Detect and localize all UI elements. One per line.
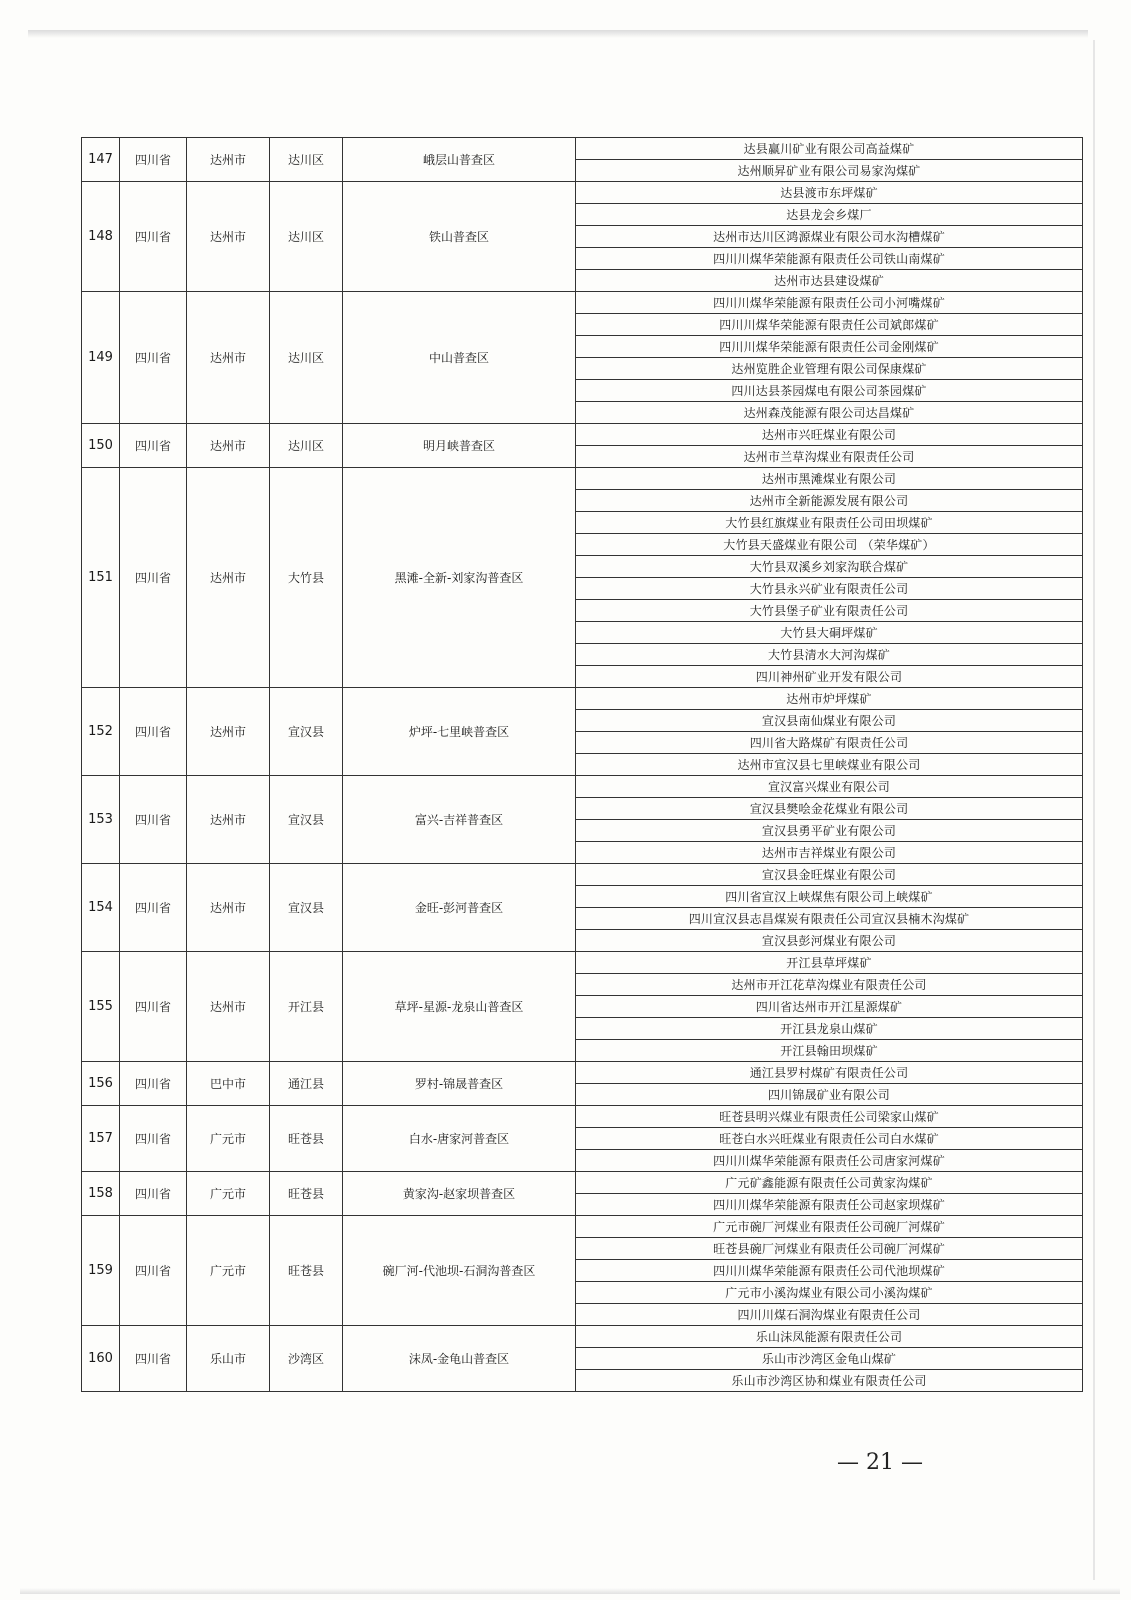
province-cell: 四川省: [120, 1172, 187, 1216]
survey-area-cell: 沫凤-金龟山普查区: [343, 1326, 576, 1392]
mine-name-cell: 达州市达县建设煤矿: [576, 270, 1083, 292]
table-row: [82, 776, 1083, 798]
county-cell: 大竹县: [270, 468, 343, 688]
survey-area-cell: 草坪-星源-龙泉山普查区: [343, 952, 576, 1062]
mine-name-cell: 达州市兴旺煤业有限公司: [576, 424, 1083, 446]
survey-area-cell: 铁山普查区: [343, 182, 576, 292]
row-number-cell: 160: [82, 1326, 120, 1392]
county-cell: 达川区: [270, 182, 343, 292]
scan-edge-top: [28, 30, 1088, 38]
province-cell: 四川省: [120, 776, 187, 864]
survey-area-cell: 黑滩-全新-刘家沟普查区: [343, 468, 576, 688]
table-row: [82, 1216, 1083, 1238]
table-row: [82, 864, 1083, 886]
mine-name-cell: 四川省宣汉上峡煤焦有限公司上峡煤矿: [576, 886, 1083, 908]
mine-name-cell: 达州市黑滩煤业有限公司: [576, 468, 1083, 490]
row-number-cell: 156: [82, 1062, 120, 1106]
table-row: [82, 1326, 1083, 1348]
mine-name-cell: 大竹县永兴矿业有限责任公司: [576, 578, 1083, 600]
mine-name-cell: 宣汉县南仙煤业有限公司: [576, 710, 1083, 732]
mine-name-cell: 开江县草坪煤矿: [576, 952, 1083, 974]
city-cell: 达州市: [187, 138, 270, 182]
scan-edge-right: [1093, 40, 1095, 1580]
county-cell: 宣汉县: [270, 688, 343, 776]
mine-name-cell: 达县渡市东坪煤矿: [576, 182, 1083, 204]
county-cell: 沙湾区: [270, 1326, 343, 1392]
county-cell: 宣汉县: [270, 864, 343, 952]
mine-name-cell: 四川省达州市开江星源煤矿: [576, 996, 1083, 1018]
city-cell: 广元市: [187, 1106, 270, 1172]
county-cell: 开江县: [270, 952, 343, 1062]
province-cell: 四川省: [120, 1062, 187, 1106]
province-cell: 四川省: [120, 182, 187, 292]
mine-name-cell: 宣汉县金旺煤业有限公司: [576, 864, 1083, 886]
row-number-cell: 155: [82, 952, 120, 1062]
row-number-cell: 148: [82, 182, 120, 292]
mine-name-cell: 达州顺昇矿业有限公司易家沟煤矿: [576, 160, 1083, 182]
mine-name-cell: 四川省大路煤矿有限责任公司: [576, 732, 1083, 754]
mine-name-cell: 达县龙会乡煤厂: [576, 204, 1083, 226]
mine-name-cell: 四川锦晟矿业有限公司: [576, 1084, 1083, 1106]
table-row: [82, 1172, 1083, 1194]
survey-area-cell: 罗村-锦晟普查区: [343, 1062, 576, 1106]
scan-edge-bottom: [20, 1588, 1120, 1594]
table-body: [82, 138, 1083, 1392]
mine-name-cell: 达县赢川矿业有限公司高益煤矿: [576, 138, 1083, 160]
row-number-cell: 154: [82, 864, 120, 952]
row-number-cell: 159: [82, 1216, 120, 1326]
table-row: [82, 292, 1083, 314]
mine-name-cell: 乐山市沙湾区金龟山煤矿: [576, 1348, 1083, 1370]
page-number: — 21 —: [837, 1450, 923, 1475]
mine-name-cell: 广元矿鑫能源有限责任公司黄家沟煤矿: [576, 1172, 1083, 1194]
table-row: [82, 138, 1083, 160]
mine-name-cell: 达州森茂能源有限公司达昌煤矿: [576, 402, 1083, 424]
mine-name-cell: 达州市达川区鸿源煤业有限公司水沟槽煤矿: [576, 226, 1083, 248]
table-row: [82, 1106, 1083, 1128]
city-cell: 达州市: [187, 952, 270, 1062]
city-cell: 广元市: [187, 1172, 270, 1216]
mine-name-cell: 大竹县清水大河沟煤矿: [576, 644, 1083, 666]
row-number-cell: 150: [82, 424, 120, 468]
county-cell: 旺苍县: [270, 1172, 343, 1216]
province-cell: 四川省: [120, 864, 187, 952]
city-cell: 乐山市: [187, 1326, 270, 1392]
mine-name-cell: 四川达县茶园煤电有限公司茶园煤矿: [576, 380, 1083, 402]
province-cell: 四川省: [120, 1106, 187, 1172]
survey-area-cell: 中山普查区: [343, 292, 576, 424]
mine-name-cell: 广元市碗厂河煤业有限责任公司碗厂河煤矿: [576, 1216, 1083, 1238]
mine-name-cell: 大竹县双溪乡刘家沟联合煤矿: [576, 556, 1083, 578]
city-cell: 广元市: [187, 1216, 270, 1326]
mine-name-cell: 达州市开江花草沟煤业有限责任公司: [576, 974, 1083, 996]
mine-name-cell: 四川川煤华荣能源有限责任公司金刚煤矿: [576, 336, 1083, 358]
survey-area-cell: 黄家沟-赵家坝普查区: [343, 1172, 576, 1216]
city-cell: 达州市: [187, 182, 270, 292]
mine-name-cell: 大竹县大硐坪煤矿: [576, 622, 1083, 644]
city-cell: 达州市: [187, 864, 270, 952]
mine-name-cell: 旺苍白水兴旺煤业有限责任公司白水煤矿: [576, 1128, 1083, 1150]
county-cell: 旺苍县: [270, 1106, 343, 1172]
survey-area-cell: 金旺-彭河普查区: [343, 864, 576, 952]
mine-name-cell: 达州市全新能源发展有限公司: [576, 490, 1083, 512]
mine-name-cell: 乐山市沙湾区协和煤业有限责任公司: [576, 1370, 1083, 1392]
province-cell: 四川省: [120, 292, 187, 424]
province-cell: 四川省: [120, 468, 187, 688]
row-number-cell: 151: [82, 468, 120, 688]
city-cell: 达州市: [187, 424, 270, 468]
city-cell: 达州市: [187, 468, 270, 688]
mine-name-cell: 达州览胜企业管理有限公司保康煤矿: [576, 358, 1083, 380]
survey-area-cell: 炉坪-七里峡普查区: [343, 688, 576, 776]
survey-area-cell: 碗厂河-代池坝-石洞沟普查区: [343, 1216, 576, 1326]
mine-name-cell: 大竹县天盛煤业有限公司 （荣华煤矿）: [576, 534, 1083, 556]
mine-name-cell: 四川川煤华荣能源有限责任公司小河嘴煤矿: [576, 292, 1083, 314]
county-cell: 通江县: [270, 1062, 343, 1106]
mine-name-cell: 开江县翰田坝煤矿: [576, 1040, 1083, 1062]
mine-name-cell: 旺苍县碗厂河煤业有限责任公司碗厂河煤矿: [576, 1238, 1083, 1260]
county-cell: 旺苍县: [270, 1216, 343, 1326]
table-row: [82, 1062, 1083, 1084]
row-number-cell: 153: [82, 776, 120, 864]
row-number-cell: 147: [82, 138, 120, 182]
survey-area-cell: 峨层山普查区: [343, 138, 576, 182]
mine-name-cell: 宣汉县勇平矿业有限公司: [576, 820, 1083, 842]
mine-name-cell: 四川川煤华荣能源有限责任公司唐家河煤矿: [576, 1150, 1083, 1172]
mine-name-cell: 大竹县堡子矿业有限责任公司: [576, 600, 1083, 622]
mine-name-cell: 四川川煤华荣能源有限责任公司赵家坝煤矿: [576, 1194, 1083, 1216]
mine-name-cell: 四川宣汉县志昌煤炭有限责任公司宣汉县楠木沟煤矿: [576, 908, 1083, 930]
coal-mine-table: [81, 137, 1083, 1392]
county-cell: 宣汉县: [270, 776, 343, 864]
mine-name-cell: 宣汉县彭河煤业有限公司: [576, 930, 1083, 952]
mine-name-cell: 四川川煤华荣能源有限责任公司斌郎煤矿: [576, 314, 1083, 336]
mine-name-cell: 达州市宣汉县七里峡煤业有限公司: [576, 754, 1083, 776]
mine-name-cell: 达州市兰草沟煤业有限责任公司: [576, 446, 1083, 468]
city-cell: 达州市: [187, 292, 270, 424]
survey-area-cell: 富兴-吉祥普查区: [343, 776, 576, 864]
city-cell: 达州市: [187, 688, 270, 776]
mine-name-cell: 四川川煤华荣能源有限责任公司代池坝煤矿: [576, 1260, 1083, 1282]
row-number-cell: 158: [82, 1172, 120, 1216]
mine-name-cell: 大竹县红旗煤业有限责任公司田坝煤矿: [576, 512, 1083, 534]
table-row: [82, 952, 1083, 974]
mine-name-cell: 宣汉富兴煤业有限公司: [576, 776, 1083, 798]
mine-name-cell: 宣汉县樊哙金花煤业有限公司: [576, 798, 1083, 820]
table-row: [82, 182, 1083, 204]
table-row: [82, 468, 1083, 490]
mine-name-cell: 达州市炉坪煤矿: [576, 688, 1083, 710]
county-cell: 达川区: [270, 292, 343, 424]
city-cell: 巴中市: [187, 1062, 270, 1106]
province-cell: 四川省: [120, 952, 187, 1062]
mine-name-cell: 四川川煤华荣能源有限责任公司铁山南煤矿: [576, 248, 1083, 270]
survey-area-cell: 明月峡普查区: [343, 424, 576, 468]
table-row: [82, 688, 1083, 710]
county-cell: 达川区: [270, 138, 343, 182]
province-cell: 四川省: [120, 424, 187, 468]
county-cell: 达川区: [270, 424, 343, 468]
row-number-cell: 152: [82, 688, 120, 776]
row-number-cell: 157: [82, 1106, 120, 1172]
mine-name-cell: 乐山沫凤能源有限责任公司: [576, 1326, 1083, 1348]
mine-name-cell: 达州市吉祥煤业有限公司: [576, 842, 1083, 864]
survey-area-cell: 白水-唐家河普查区: [343, 1106, 576, 1172]
mine-name-cell: 通江县罗村煤矿有限责任公司: [576, 1062, 1083, 1084]
mine-name-cell: 开江县龙泉山煤矿: [576, 1018, 1083, 1040]
table-row: [82, 424, 1083, 446]
mine-name-cell: 旺苍县明兴煤业有限责任公司梁家山煤矿: [576, 1106, 1083, 1128]
row-number-cell: 149: [82, 292, 120, 424]
province-cell: 四川省: [120, 138, 187, 182]
province-cell: 四川省: [120, 1216, 187, 1326]
city-cell: 达州市: [187, 776, 270, 864]
mine-name-cell: 四川川煤石洞沟煤业有限责任公司: [576, 1304, 1083, 1326]
province-cell: 四川省: [120, 1326, 187, 1392]
mine-name-cell: 四川神州矿业开发有限公司: [576, 666, 1083, 688]
province-cell: 四川省: [120, 688, 187, 776]
mine-name-cell: 广元市小溪沟煤业有限公司小溪沟煤矿: [576, 1282, 1083, 1304]
